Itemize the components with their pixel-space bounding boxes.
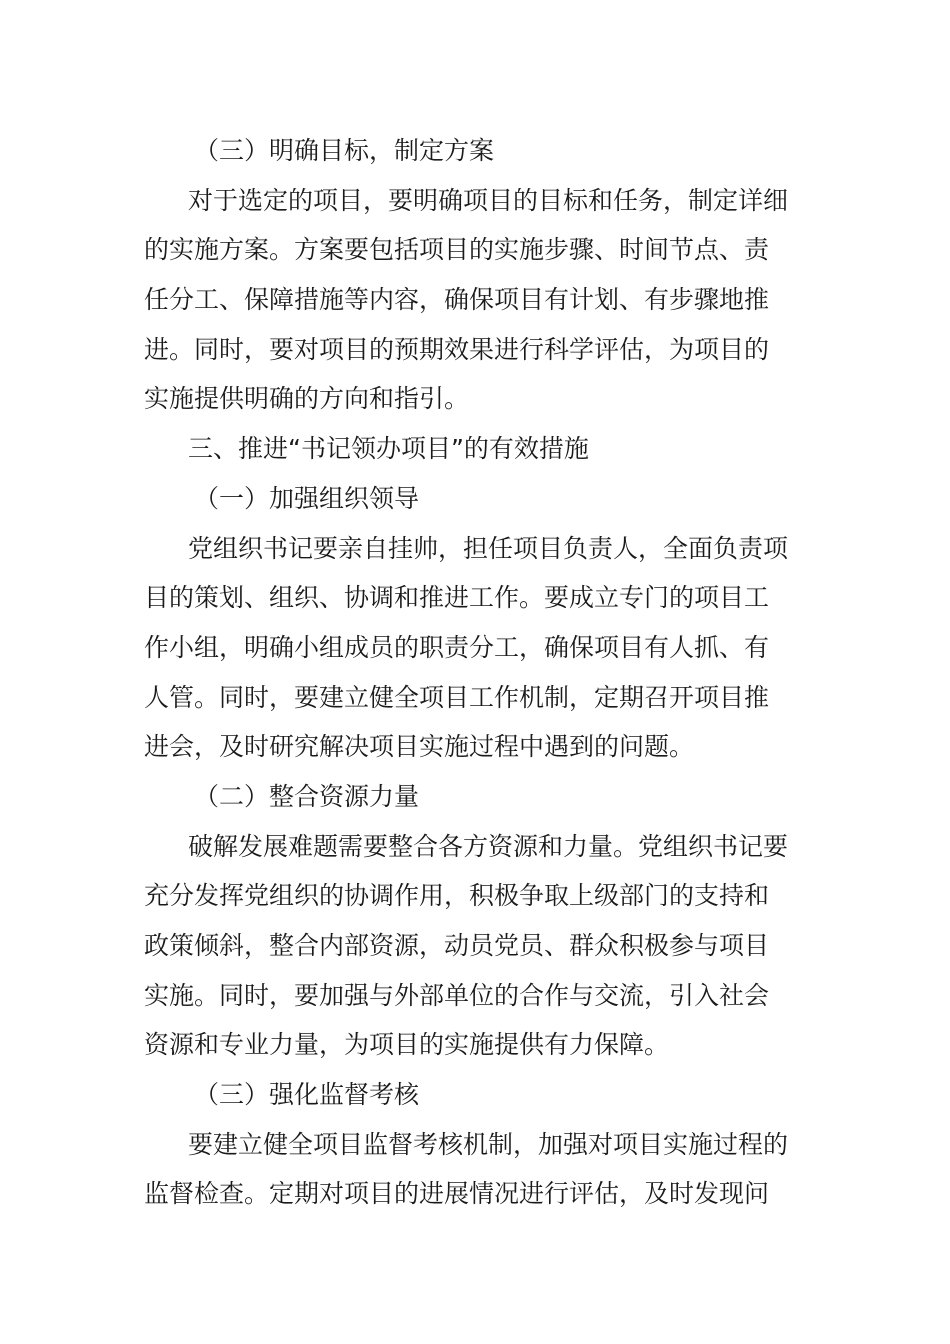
paragraph-line: 人管。同时，要建立健全项目工作机制，定期召开项目推 [144, 682, 770, 712]
subheading-strengthen-leadership: （一）加强组织领导 [194, 483, 420, 513]
paragraph-line: 破解发展难题需要整合各方资源和力量。党组织书记要 [188, 831, 789, 861]
paragraph-line: 进。同时，要对项目的预期效果进行科学评估，为项目的 [144, 334, 770, 364]
paragraph-line: 实施提供明确的方向和指引。 [144, 384, 470, 414]
paragraph-line: 资源和专业力量，为项目的实施提供有力保障。 [144, 1030, 670, 1060]
paragraph-line: 实施。同时，要加强与外部单位的合作与交流，引入社会 [144, 980, 770, 1010]
subheading-clarify-goals: （三）明确目标，制定方案 [194, 136, 495, 165]
paragraph-line: 目的策划、组织、协调和推进工作。要成立专门的项目工 [144, 583, 770, 613]
paragraph-line: 政策倾斜，整合内部资源，动员党员、群众积极参与项目 [144, 931, 770, 960]
subheading-integrate-resources: （二）整合资源力量 [194, 781, 420, 811]
subheading-strengthen-supervision: （三）强化监督考核 [194, 1080, 420, 1110]
paragraph-line: 作小组，明确小组成员的职责分工，确保项目有人抓、有 [144, 632, 770, 662]
paragraph-line: 监督检查。定期对项目的进展情况进行评估，及时发现问 [144, 1179, 770, 1209]
paragraph-line: 党组织书记要亲自挂帅，担任项目负责人，全面负责项 [188, 533, 789, 563]
paragraph-line: 任分工、保障措施等内容，确保项目有计划、有步骤地推 [144, 285, 770, 315]
paragraph-line: 的实施方案。方案要包括项目的实施步骤、时间节点、责 [144, 235, 770, 265]
document-body [144, 126, 804, 1219]
paragraph-line: 充分发挥党组织的协调作用，积极争取上级部门的支持和 [144, 881, 770, 911]
paragraph-line: 进会，及时研究解决项目实施过程中遇到的问题。 [144, 732, 695, 762]
section-heading-effective-measures: 三、推进“书记领办项目”的有效措施 [188, 434, 589, 464]
paragraph-line: 对于选定的项目，要明确项目的目标和任务，制定详细 [188, 185, 789, 215]
paragraph-line: 要建立健全项目监督考核机制，加强对项目实施过程的 [188, 1129, 789, 1159]
